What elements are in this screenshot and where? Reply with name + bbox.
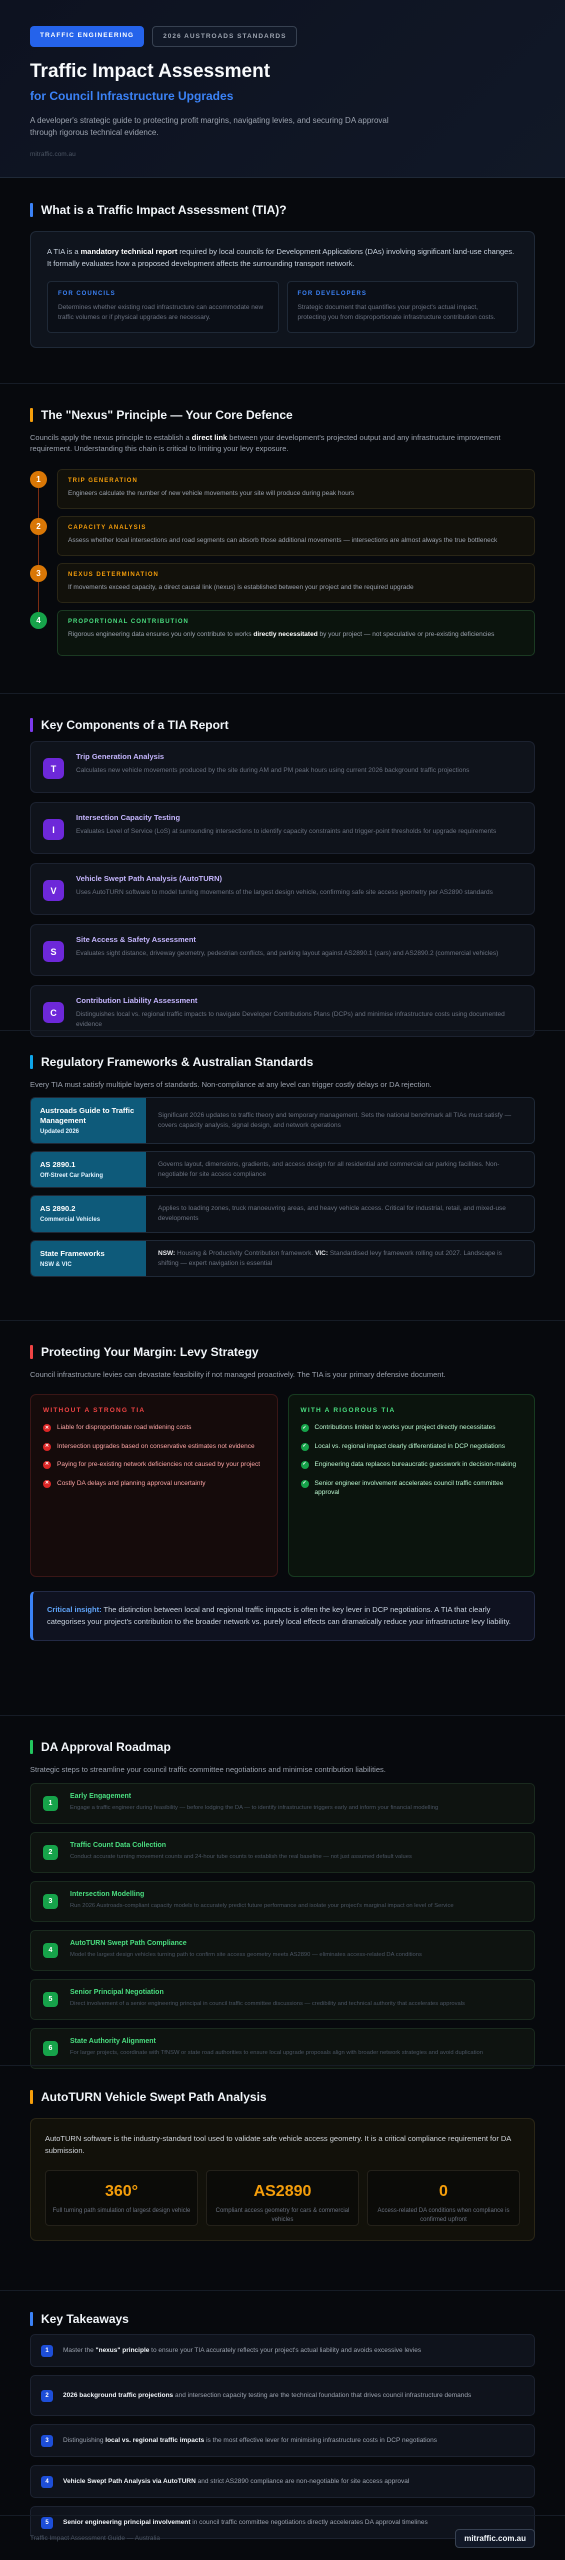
standard-row: AS 2890.2 Commercial Vehicles Applies to loading zones, truck manoeuvring areas, and heavy vehicle access. Critical for industrial, retail, and mixed-use developments <box>30 1195 535 1233</box>
check-icon: ✓ <box>302 1443 307 1450</box>
standard-row: State Frameworks NSW & VIC NSW: Housing & Productivity Contribution framework. VIC: Standardised levy framework rolling out 2027. Landscape is shifting — expert navigation is essential <box>30 1240 535 1278</box>
stat-card: AS2890 Compliant access geometry for cars & commercial vehicles <box>206 2170 359 2226</box>
section-components <box>30 718 535 1037</box>
for-councils-card: FOR COUNCILS Determines whether existing road infrastructure can accommodate new traffic volumes or if physical upgrades are necessary. <box>47 281 279 333</box>
section-roadmap <box>30 1740 535 2069</box>
component-card: C Contribution Liability Assessment Distinguishes local vs. regional traffic impacts to navigate Developer Contributions Plans (DCPs) and minimise infrastructure costs using documented evidence <box>30 985 535 1037</box>
section-nexus <box>30 408 535 663</box>
letter-icon: S <box>43 941 64 962</box>
section-standards <box>30 1055 535 1277</box>
levy-intro: Council infrastructure levies can devastate feasibility if not managed proactively. The TIA is your primary defensive document. <box>30 1370 446 1379</box>
roadmap-step: 1 Early Engagement Engage a traffic engineer during feasibility — before lodging the DA — to identify infrastructure triggers early and inform your financial modelling <box>30 1783 535 1824</box>
roadmap-step: 2 Traffic Count Data Collection Conduct accurate turning movement counts and 24-hour tube counts to establish the real baseline — not just assumed default values <box>30 1832 535 1873</box>
cross-icon: ✕ <box>44 1479 50 1486</box>
stat-card: 0 Access-related DA conditions when compliance is confirmed upfront <box>367 2170 520 2226</box>
section-title: Key Takeaways <box>41 2312 129 2326</box>
letter-icon: I <box>43 819 64 840</box>
takeaway-item: 1 Master the "nexus" principle to ensure your TIA accurately reflects your project's actual liability and avoids excessive levies <box>30 2334 535 2367</box>
section-title: Regulatory Frameworks & Australian Standards <box>41 1055 314 1069</box>
nexus-step: 4 PROPORTIONAL CONTRIBUTION Rigorous engineering data ensures you only contribute to works directly necessitated by your project — not speculative or pre-existing deficiencies <box>30 610 535 656</box>
footer-site-link[interactable]: mitraffic.com.au <box>455 2529 535 2548</box>
standards-intro: Every TIA must satisfy multiple layers of standards. Non-compliance at any level can trigger costly delays or DA rejection. <box>30 1080 432 1089</box>
section-title: AutoTURN Vehicle Swept Path Analysis <box>41 2090 267 2104</box>
roadmap-step: 5 Senior Principal Negotiation Direct involvement of a senior engineering principal in council traffic committee discussions — credibility and technical authority that accelerates approvals <box>30 1979 535 2020</box>
letter-icon: V <box>43 880 64 901</box>
standard-row: Austroads Guide to Traffic Management Updated 2026 Significant 2026 updates to traffic theory and temporary management. Sets the national benchmark all TIAs must satisfy — covers capacity analysis, signal design, and network operations <box>30 1097 535 1144</box>
badge-traffic-engineering: TRAFFIC ENGINEERING <box>30 26 144 47</box>
takeaway-item: 2 2026 background traffic projections and intersection capacity testing are the technical foundation that drives council infrastructure demands <box>30 2375 535 2416</box>
section-title: What is a Traffic Impact Assessment (TIA)? <box>41 203 287 217</box>
section-what-is-tia <box>30 203 535 348</box>
section-accent-bar <box>30 2090 33 2104</box>
page-subtitle: for Council Infrastructure Upgrades <box>30 89 234 103</box>
section-accent-bar <box>30 718 33 732</box>
hero <box>0 0 565 178</box>
section-title: Key Components of a TIA Report <box>41 718 229 732</box>
section-accent-bar <box>30 2312 33 2326</box>
footer <box>0 2515 565 2560</box>
letter-icon: C <box>43 1002 64 1023</box>
stat-card: 360° Full turning path simulation of largest design vehicle <box>45 2170 198 2226</box>
check-icon: ✓ <box>302 1479 307 1486</box>
takeaway-item: 4 Vehicle Swept Path Analysis via AutoTURN and strict AS2890 compliance are non-negotiable for site access approval <box>30 2465 535 2498</box>
section-accent-bar <box>30 408 33 422</box>
critical-insight: Critical insight: The distinction between local and regional traffic impacts is often the key lever in DCP negotiations. A TIA that clearly categorises your project's contribution to the broader network vs. purely local effects can dramatically reduce your infrastructure levy liability. <box>30 1591 535 1640</box>
nexus-step: 1 TRIP GENERATION Engineers calculate the number of new vehicle movements your site will produce during peak hours <box>30 469 535 509</box>
roadmap-intro: Strategic steps to streamline your council traffic committee negotiations and minimise contribution liabilities. <box>30 1765 386 1774</box>
cross-icon: ✕ <box>44 1424 50 1431</box>
component-card: S Site Access & Safety Assessment Evaluates sight distance, driveway geometry, pedestrian conflicts, and parking layout against AS2890.1 (cars) and AS2890.2 (commercial vehicles) <box>30 924 535 976</box>
badge-austroads: 2026 AUSTROADS STANDARDS <box>152 26 297 47</box>
section-accent-bar <box>30 1345 33 1359</box>
section-title: The "Nexus" Principle — Your Core Defence <box>41 408 293 422</box>
component-card: T Trip Generation Analysis Calculates new vehicle movements produced by the site during AM and PM peak hours using current 2026 background traffic projections <box>30 741 535 793</box>
tia-lead: A TIA is a mandatory technical report required by local councils for Development Applications (DAs) involving significant land-use changes. It formally evaluates how a proposed development affects the surrounding transport network. <box>47 247 515 268</box>
takeaway-item: 3 Distinguishing local vs. regional traffic impacts is the most effective lever for minimising infrastructure costs in DCP negotiations <box>30 2424 535 2457</box>
section-accent-bar <box>30 1055 33 1069</box>
site-link[interactable]: mitraffic.com.au <box>30 151 76 158</box>
nexus-intro: Councils apply the nexus principle to establish a direct link between your development's projected output and any infrastructure improvement requirement. Understanding this chain is critical to limiting your levy exposure. <box>30 433 501 454</box>
section-title: Protecting Your Margin: Levy Strategy <box>41 1345 259 1359</box>
component-card: V Vehicle Swept Path Analysis (AutoTURN) Uses AutoTURN software to model turning movements of the largest design vehicle, confirming safe site access geometry per AS2890 standards <box>30 863 535 915</box>
section-accent-bar <box>30 203 33 217</box>
standard-row: AS 2890.1 Off-Street Car Parking Governs layout, dimensions, gradients, and access design for all residential and commercial car parking facilities. Non-negotiable for site access compliance <box>30 1151 535 1189</box>
nexus-step: 2 CAPACITY ANALYSIS Assess whether local intersections and road segments can absorb those additional movements — intersections are almost always the true bottleneck <box>30 516 535 556</box>
section-takeaways <box>30 2312 535 2539</box>
cross-icon: ✕ <box>44 1461 50 1468</box>
check-icon: ✓ <box>302 1424 307 1431</box>
section-title: DA Approval Roadmap <box>41 1740 171 1754</box>
for-developers-card: FOR DEVELOPERS Strategic document that quantifies your project's actual impact, protecting you from disproportionate infrastructure contribution costs. <box>287 281 519 333</box>
with-tia-card: WITH A RIGOROUS TIA ✓ Contributions limited to works your project directly necessitates ✓ Local vs. regional impact clearly differentiated in DCP negotiations ✓ Engineering data replaces bureaucratic guesswork in decision-making ✓ Senior engineer involvement accelerates council traffic committee approval <box>288 1394 536 1577</box>
tia-definition-card <box>30 231 535 348</box>
nexus-step: 3 NEXUS DETERMINATION If movements exceed capacity, a direct causal link (nexus) is established between your project and the required upgrade <box>30 563 535 603</box>
autoturn-card: AutoTURN software is the industry-standard tool used to validate safe vehicle access geometry. It is a critical compliance requirement for DA submission. 360° Full turning path simulation of largest design vehicle AS2890 Compliant access geometry for cars & commercial vehicles 0 Access-related DA conditions when compliance is confirmed upfront <box>30 2118 535 2241</box>
page-title: Traffic Impact Assessment <box>30 61 271 82</box>
section-levy <box>30 1345 535 1641</box>
check-icon: ✓ <box>302 1461 307 1468</box>
letter-icon: T <box>43 758 64 779</box>
footer-text: Traffic Impact Assessment Guide — Australia <box>30 2534 161 2542</box>
roadmap-step: 4 AutoTURN Swept Path Compliance Model the largest design vehicles turning path to confirm site access geometry meets AS2890 — eliminates access-related DA conditions <box>30 1930 535 1971</box>
cross-icon: ✕ <box>44 1443 50 1450</box>
roadmap-step: 3 Intersection Modelling Run 2026 Austroads-compliant capacity models to accurately predict future performance and isolate your project's marginal impact on level of Service <box>30 1881 535 1922</box>
nexus-steps <box>30 469 535 656</box>
component-card: I Intersection Capacity Testing Evaluates Level of Service (LoS) at surrounding intersections to identify capacity constraints and trigger-point thresholds for upgrade requirements <box>30 802 535 854</box>
roadmap-step: 6 State Authority Alignment For larger projects, coordinate with TfNSW or state road authorities to ensure local upgrade proposals align with broader network strategies and avoid duplication <box>30 2028 535 2069</box>
without-tia-card: WITHOUT A STRONG TIA ✕ Liable for disproportionate road widening costs ✕ Intersection upgrades based on conservative estimates not evidence ✕ Paying for pre-existing network deficiencies not caused by your project ✕ Costly DA delays and planning approval uncertainty <box>30 1394 278 1577</box>
hero-description: A developer's strategic guide to protecting profit margins, navigating levies, and securing DA approval through rigorous technical evidence. <box>30 116 389 137</box>
section-autoturn <box>30 2090 535 2241</box>
takeaway-item: 5 Senior engineering principal involvement in council traffic committee negotiations directly accelerates DA approval timelines <box>30 2506 535 2539</box>
section-accent-bar <box>30 1740 33 1754</box>
